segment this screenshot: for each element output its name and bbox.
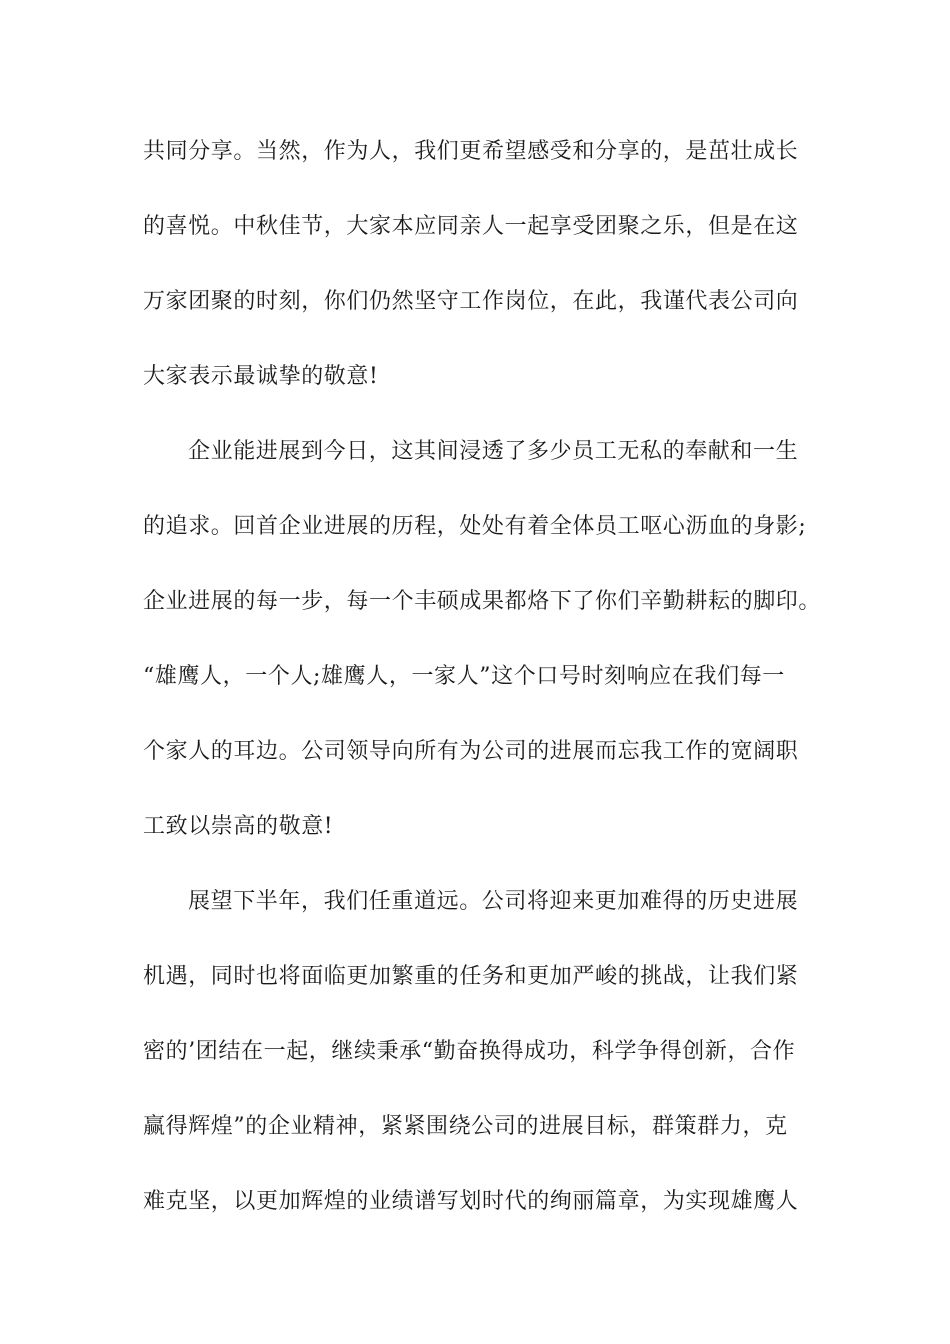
text-line: 万家团聚的时刻，你们仍然坚守工作岗位，在此，我谨代表公司向	[143, 289, 799, 314]
text-line: 密的’团结在一起，继续秉承“勤奋换得成功，科学争得创新，合作	[143, 1039, 796, 1064]
text-line: 共同分享。当然，作为人，我们更希望感受和分享的，是茁壮成长	[143, 139, 799, 164]
paragraph-first-line: 企业能进展到今日，这其间浸透了多少员工无私的奉献和一生	[188, 439, 799, 464]
text-line: 机遇，同时也将面临更加繁重的任务和更加严峻的挑战，让我们紧	[143, 964, 799, 989]
text-line: 的追求。回首企业进展的历程，处处有着全体员工呕心沥血的身影;	[143, 514, 807, 539]
text-line: 的喜悦。中秋佳节，大家本应同亲人一起享受团聚之乐，但是在这	[143, 214, 799, 239]
text-line: 工致以崇高的敬意!	[143, 814, 334, 839]
text-line: “雄鹰人，一个人;雄鹰人，一家人”这个口号时刻响应在我们每一	[143, 664, 785, 689]
text-line: 个家人的耳边。公司领导向所有为公司的进展而忘我工作的宽阔职	[143, 739, 799, 764]
text-line: 大家表示最诚挚的敬意!	[143, 364, 379, 389]
text-line: 企业进展的每一步，每一个丰硕成果都烙下了你们辛勤耕耘的脚印。	[143, 589, 822, 614]
text-line: 赢得辉煌”的企业精神，紧紧围绕公司的进展目标，群策群力，克	[143, 1114, 788, 1139]
text-line: 难克坚，以更加辉煌的业绩谱写划时代的绚丽篇章，为实现雄鹰人	[143, 1189, 799, 1214]
paragraph-first-line: 展望下半年，我们任重道远。公司将迎来更加难得的历史进展	[188, 889, 799, 914]
